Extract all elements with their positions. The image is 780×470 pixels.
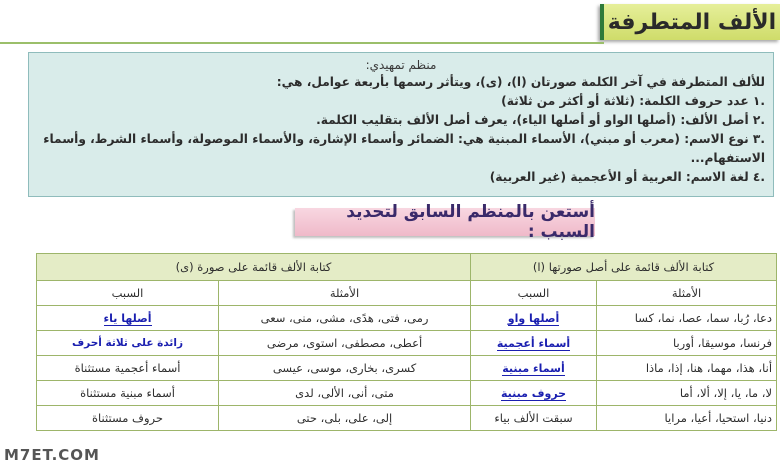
col-header-reason: السبب — [37, 281, 219, 306]
alef-table — [36, 253, 777, 431]
cell-examples: فرنسا، موسيقا، أوربا — [597, 331, 777, 356]
table-column-header-row — [37, 281, 777, 306]
col-header-examples: الأمثلة — [219, 281, 471, 306]
cell-examples: كسرى، بخارى، موسى، عيسى — [219, 356, 471, 381]
group-header-right: كتابة الألف قائمة على أصل صورتها (ا) — [471, 254, 777, 281]
cell-reason — [471, 331, 597, 356]
subheading-band — [295, 202, 595, 242]
cell-examples: رمى، فتى، هدًى، مشى، منى، سعى — [219, 306, 471, 331]
site-watermark: M7ET.COM — [4, 446, 100, 464]
table-row — [37, 381, 777, 406]
cell-examples: أعطى، مصطفى، استوى، مرضى — [219, 331, 471, 356]
cell-examples: لا، ما، يا، إلا، ألا، أما — [597, 381, 777, 406]
cell-reason — [471, 356, 597, 381]
cell-reason — [471, 381, 597, 406]
subheading: أستعن بالمنظم السابق لتحديد السبب : — [346, 202, 595, 242]
table-row — [37, 331, 777, 356]
cell-reason — [471, 306, 597, 331]
intro-line: .٣ نوع الاسم: (معرب أو مبني)، الأسماء المبنية هي: الضمائر وأسماء الإشارة، والأسماء الموصولة، وأسماء الشرط، وأسماء الاستفهام... — [43, 132, 765, 165]
intro-line: .١ عدد حروف الكلمة: (ثلاثة أو أكثر من ثلاثة) — [501, 94, 765, 108]
reason-text: حروف مبنية — [500, 386, 567, 400]
col-header-examples: الأمثلة — [597, 281, 777, 306]
group-header-left: كتابة الألف قائمة على صورة (ى) — [37, 254, 471, 281]
cell-examples: أنا، هذا، مهما، هنا، إذا، ماذا — [597, 356, 777, 381]
cell-reason: سبقت الألف بياء — [471, 406, 597, 431]
reason-text: أصلها واو — [507, 311, 560, 325]
cell-examples: متى، أنى، الألى، لدى — [219, 381, 471, 406]
reason-text: أسماء مبنية — [502, 361, 565, 375]
cell-examples: إلى، على، بلى، حتى — [219, 406, 471, 431]
table-row — [37, 306, 777, 331]
cell-examples: دعا، رُبا، سما، عصا، نما، كسا — [597, 306, 777, 331]
cell-reason — [37, 306, 219, 331]
title-divider — [0, 42, 604, 44]
intro-line: .٤ لغة الاسم: العربية أو الأعجمية (غير العربية) — [489, 170, 765, 184]
intro-panel — [28, 52, 774, 197]
intro-line: للألف المتطرفة في آخر الكلمة صورتان (ا)، (ى)، ويتأثر رسمها بأربعة عوامل، هي: — [276, 75, 765, 89]
cell-reason: حروف مستثناة — [37, 406, 219, 431]
cell-reason: أسماء مبنية مستثناة — [37, 381, 219, 406]
page-title-banner — [600, 4, 780, 40]
page-title: الألف المتطرفة — [607, 9, 777, 35]
reason-text: أسماء أعجمية — [496, 336, 571, 350]
intro-heading: منظم تمهيدي: — [365, 58, 437, 72]
reason-text: أصلها ياء — [103, 311, 152, 325]
col-header-reason: السبب — [471, 281, 597, 306]
cell-reason: أسماء أعجمية مستثناة — [37, 356, 219, 381]
intro-line: .٢ أصل الألف: (أصلها الواو أو أصلها الياء)، يعرف أصل الألف بتقليب الكلمة. — [316, 113, 765, 127]
table-group-header-row — [37, 254, 777, 281]
cell-examples: دنيا، استحيا، أعيا، مرايا — [597, 406, 777, 431]
table-row — [37, 406, 777, 431]
table-row — [37, 356, 777, 381]
cell-reason: زائدة على ثلاثة أحرف — [37, 331, 219, 356]
